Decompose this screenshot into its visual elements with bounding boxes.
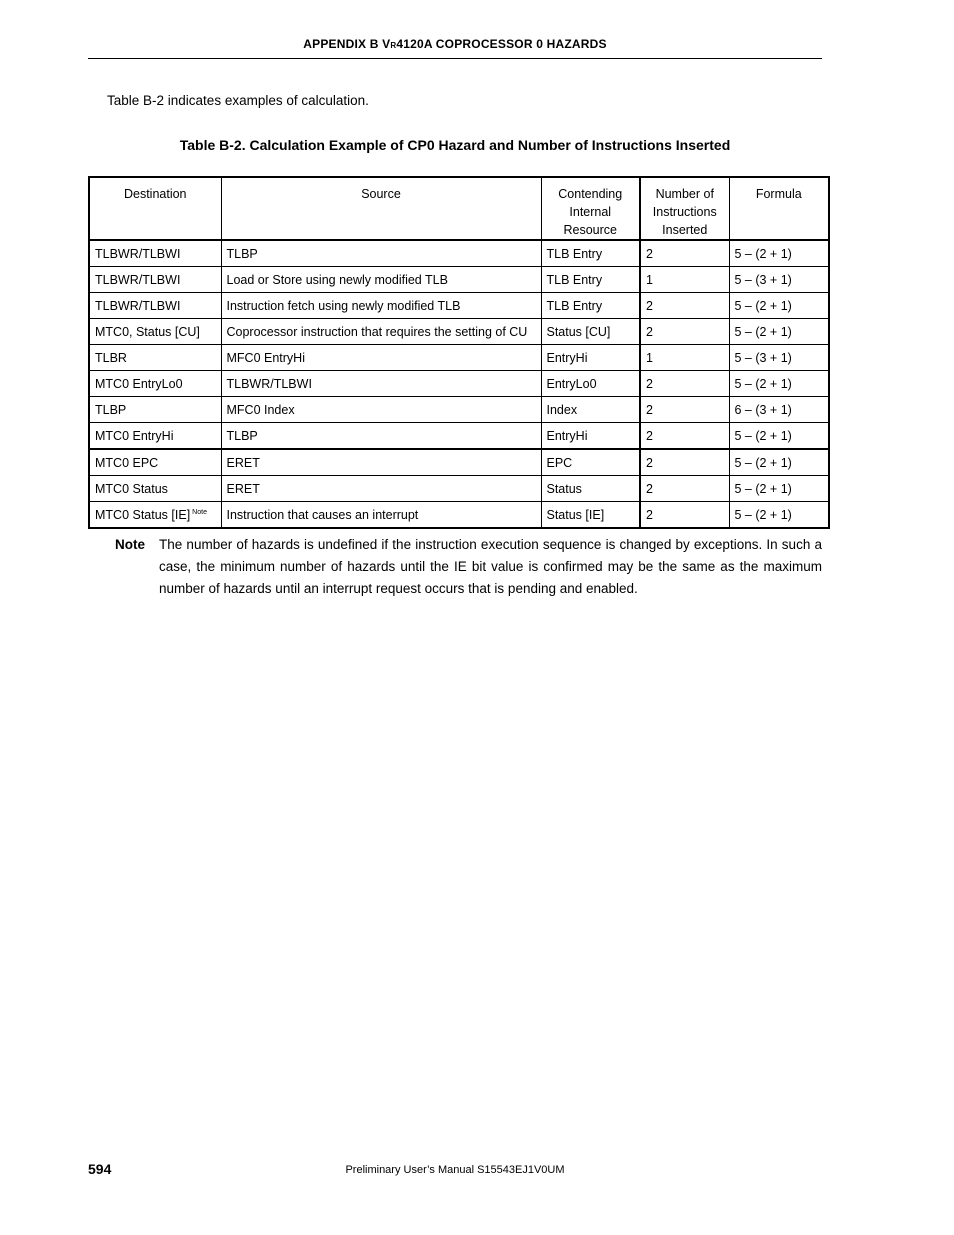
cell-source: Instruction that causes an interrupt bbox=[221, 502, 541, 529]
cell-source: MFC0 EntryHi bbox=[221, 345, 541, 371]
cell-resource: TLB Entry bbox=[541, 240, 640, 267]
header-number-inserted bbox=[640, 177, 729, 240]
cell-formula: 5 – (2 + 1) bbox=[729, 476, 829, 502]
header-destination: Destination bbox=[89, 177, 221, 240]
header-source: Source bbox=[221, 177, 541, 240]
cell-number: 1 bbox=[640, 345, 729, 371]
cell-formula: 5 – (2 + 1) bbox=[729, 449, 829, 476]
page-number: 594 bbox=[88, 1161, 112, 1177]
cell-source: Load or Store using newly modified TLB bbox=[221, 267, 541, 293]
cell-destination: MTC0 EntryHi bbox=[89, 423, 221, 450]
table-row bbox=[89, 397, 829, 423]
cell-destination: TLBR bbox=[89, 345, 221, 371]
header-number-line: Number of bbox=[655, 187, 714, 201]
cell-destination-text: MTC0 Status [IE] bbox=[95, 507, 191, 522]
cell-number: 1 bbox=[640, 267, 729, 293]
cell-destination: TLBWR/TLBWI bbox=[89, 240, 221, 267]
cell-source: ERET bbox=[221, 476, 541, 502]
cell-destination: TLBWR/TLBWI bbox=[89, 293, 221, 319]
cell-formula: 5 – (3 + 1) bbox=[729, 345, 829, 371]
table-row bbox=[89, 240, 829, 267]
cell-number: 2 bbox=[640, 502, 729, 529]
header-subscript: R bbox=[390, 41, 397, 50]
cell-formula: 6 – (3 + 1) bbox=[729, 397, 829, 423]
header-contending-resource bbox=[541, 177, 640, 240]
header-contending-line: Resource bbox=[563, 223, 617, 237]
table-row bbox=[89, 293, 829, 319]
cell-formula: 5 – (2 + 1) bbox=[729, 371, 829, 397]
note-reference: Note bbox=[192, 508, 207, 516]
cell-formula: 5 – (2 + 1) bbox=[729, 502, 829, 529]
cell-number: 2 bbox=[640, 423, 729, 450]
cell-resource: EPC bbox=[541, 449, 640, 476]
cell-formula: 5 – (2 + 1) bbox=[729, 423, 829, 450]
cell-resource: TLB Entry bbox=[541, 267, 640, 293]
cell-destination: TLBWR/TLBWI bbox=[89, 267, 221, 293]
cell-source: TLBP bbox=[221, 240, 541, 267]
cell-source: Coprocessor instruction that requires the setting of CU bbox=[221, 319, 541, 345]
header-contending-line: Contending bbox=[558, 187, 623, 201]
cell-formula: 5 – (3 + 1) bbox=[729, 267, 829, 293]
header-suffix: 4120A COPROCESSOR 0 HAZARDS bbox=[396, 37, 607, 51]
cell-destination: MTC0 Status bbox=[89, 476, 221, 502]
header-number-line: Inserted bbox=[662, 223, 708, 237]
cell-number: 2 bbox=[640, 293, 729, 319]
cell-number: 2 bbox=[640, 240, 729, 267]
cell-formula: 5 – (2 + 1) bbox=[729, 293, 829, 319]
cell-resource: EntryHi bbox=[541, 423, 640, 450]
header-rule bbox=[88, 58, 822, 59]
cell-resource: Index bbox=[541, 397, 640, 423]
intro-text: Table B-2 indicates examples of calculation. bbox=[107, 93, 369, 108]
cell-number: 2 bbox=[640, 449, 729, 476]
note-text: The number of hazards is undefined if the instruction execution sequence is changed by exceptions. In such a case, the minimum number of hazards until the IE bit value is confirmed may be the same as the maximum number of hazards until an interrupt request occurs that is pending and enabled. bbox=[159, 537, 822, 596]
cell-destination: TLBP bbox=[89, 397, 221, 423]
cell-destination bbox=[89, 502, 221, 529]
cell-formula: 5 – (2 + 1) bbox=[729, 240, 829, 267]
cell-source: MFC0 Index bbox=[221, 397, 541, 423]
table-row bbox=[89, 449, 829, 476]
cell-resource: EntryLo0 bbox=[541, 371, 640, 397]
cell-formula: 5 – (2 + 1) bbox=[729, 319, 829, 345]
table-row bbox=[89, 423, 829, 450]
cell-source: TLBP bbox=[221, 423, 541, 450]
header-formula: Formula bbox=[729, 177, 829, 240]
header-number-line: Instructions bbox=[652, 205, 717, 219]
cell-destination: MTC0 EPC bbox=[89, 449, 221, 476]
cell-source: TLBWR/TLBWI bbox=[221, 371, 541, 397]
table-header-row bbox=[89, 177, 829, 240]
cell-resource: Status [IE] bbox=[541, 502, 640, 529]
cell-number: 2 bbox=[640, 476, 729, 502]
footer-manual-id: Preliminary User’s Manual S15543EJ1V0UM bbox=[345, 1164, 565, 1176]
cell-resource: TLB Entry bbox=[541, 293, 640, 319]
table-row bbox=[89, 371, 829, 397]
header-prefix: APPENDIX B V bbox=[303, 37, 391, 51]
note-label: Note bbox=[115, 537, 145, 552]
table-note bbox=[115, 534, 822, 600]
table-row bbox=[89, 345, 829, 371]
cell-source: Instruction fetch using newly modified TLB bbox=[221, 293, 541, 319]
page-header bbox=[88, 37, 822, 51]
cell-number: 2 bbox=[640, 319, 729, 345]
cell-source: ERET bbox=[221, 449, 541, 476]
table-row bbox=[89, 502, 829, 529]
cell-number: 2 bbox=[640, 397, 729, 423]
cell-number: 2 bbox=[640, 371, 729, 397]
calculation-table bbox=[88, 176, 830, 529]
cell-destination: MTC0, Status [CU] bbox=[89, 319, 221, 345]
cell-resource: EntryHi bbox=[541, 345, 640, 371]
header-contending-line: Internal bbox=[569, 205, 612, 219]
cell-destination: MTC0 EntryLo0 bbox=[89, 371, 221, 397]
cell-resource: Status [CU] bbox=[541, 319, 640, 345]
table-row bbox=[89, 319, 829, 345]
table-row bbox=[89, 476, 829, 502]
table-row bbox=[89, 267, 829, 293]
cell-resource: Status bbox=[541, 476, 640, 502]
table-title: Table B-2. Calculation Example of CP0 Hazard and Number of Instructions Inserted bbox=[179, 137, 731, 153]
